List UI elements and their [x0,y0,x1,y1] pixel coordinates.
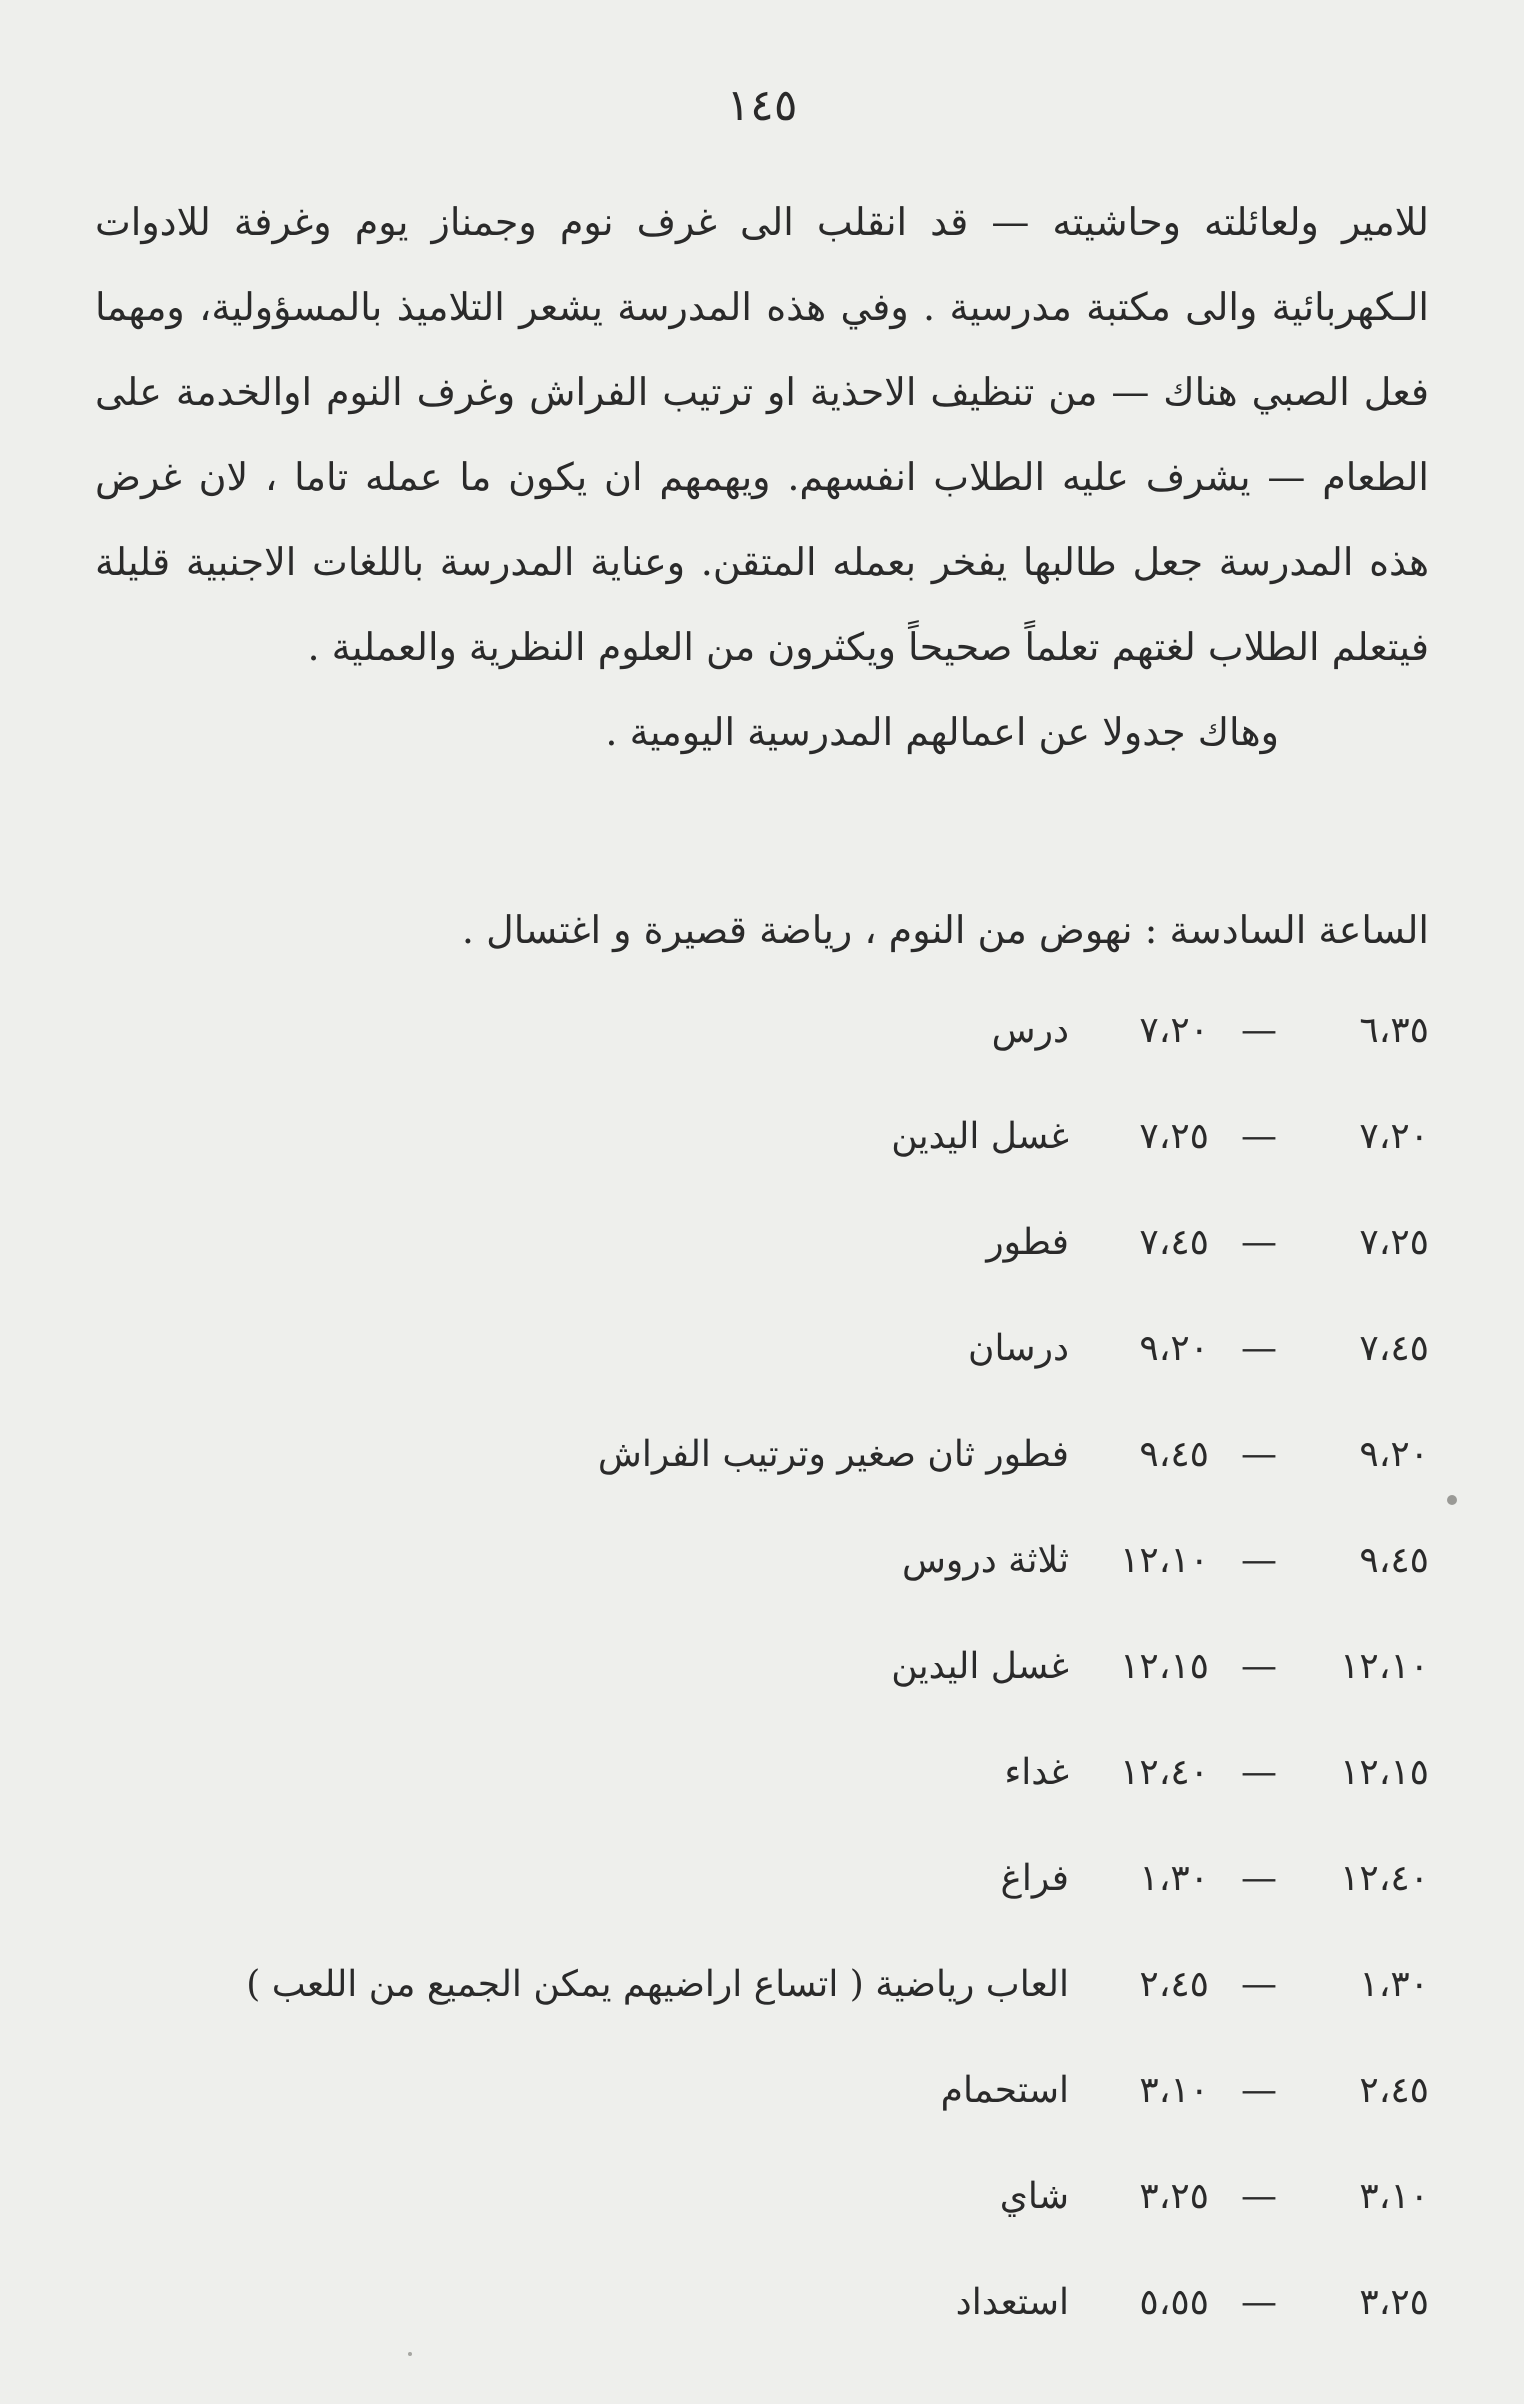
start-time: ٣،١٠ [1359,2176,1429,2217]
end-time: ٧،٢٠ [1139,1010,1209,1051]
end-time: ٩،٢٠ [1139,1328,1209,1369]
start-time: ٩،٢٠ [1359,1434,1429,1475]
dash: — [1241,2176,1277,2217]
margin-mark [1447,1495,1457,1505]
end-time: ٧،٢٥ [1139,1116,1209,1157]
body-text [95,180,1429,775]
dash: — [1241,1010,1277,1051]
end-time: ١،٣٠ [1139,1858,1209,1899]
end-time: ١٢،١٠ [1120,1540,1209,1581]
schedule-row [95,1328,1429,1434]
activity: غسل اليدين [891,1646,1069,1687]
schedule-row [95,1646,1429,1752]
end-time: ٣،٢٥ [1139,2176,1209,2217]
start-time: ١٢،١٠ [1340,1646,1429,1687]
start-time: ٧،٤٥ [1359,1328,1429,1369]
wake-up-line: الساعة السادسة : نهوض من النوم ، رياضة قصيرة و اغتسال . [461,908,1429,952]
start-time: ٢،٤٥ [1359,2070,1429,2111]
schedule-row [95,2070,1429,2176]
schedule-row [95,2282,1429,2388]
end-time: ١٢،١٥ [1120,1646,1209,1687]
activity: فطور [986,1222,1069,1263]
dash: — [1241,1646,1277,1687]
dash: — [1241,1328,1277,1369]
end-time: ٥،٥٥ [1139,2282,1209,2323]
dash: — [1241,2282,1277,2323]
activity: العاب رياضية ( اتساع اراضيهم يمكن الجميع من اللعب ) [246,1964,1069,2005]
dash: — [1241,2070,1277,2111]
paragraph: للامير ولعائلته وحاشيته — قد انقلب الى غرف نوم وجمناز يوم وغرفة للادوات الـكهربائية والى مكتبة مدرسية . وفي هذه المدرسة يشعر التلاميذ بالمسؤولية، ومهما فعل الصبي هناك — من تنظيف الاحذية او ترتيب الفراش وغرف النوم اوالخدمة على الطعام — يشرف عليه الطلاب انفسهم. ويهمهم ان يكون ما عمله تاما ، لان غرض هذه المدرسة جعل طالبها يفخر بعمله المتقن. وعناية المدرسة باللغات الاجنبية قليلة فيتعلم الطلاب لغتهم تعلماً صحيحاً ويكثرون من العلوم النظرية والعملية . [95,200,1429,669]
schedule-row [95,1434,1429,1540]
schedule-row [95,2176,1429,2282]
start-time: ١٢،١٥ [1340,1752,1429,1793]
end-time: ٩،٤٥ [1139,1434,1209,1475]
schedule-row [95,1010,1429,1116]
paper-speck [408,2352,412,2356]
end-time: ١٢،٤٠ [1120,1752,1209,1793]
dash: — [1241,1116,1277,1157]
page-number: ١٤٥ [726,80,798,131]
start-time: ١،٣٠ [1359,1964,1429,2005]
daily-schedule [95,1010,1429,2388]
end-time: ٣،١٠ [1139,2070,1209,2111]
activity: استحمام [940,2070,1069,2111]
schedule-row [95,1540,1429,1646]
start-time: ٧،٢٠ [1359,1116,1429,1157]
start-time: ٩،٤٥ [1359,1540,1429,1581]
end-time: ٢،٤٥ [1139,1964,1209,2005]
activity: شاي [999,2176,1069,2217]
schedule-row [95,1752,1429,1858]
activity: غداء [1004,1752,1069,1793]
end-time: ٧،٤٥ [1139,1222,1209,1263]
schedule-row [95,1222,1429,1328]
activity: فطور ثان صغير وترتيب الفراش [597,1434,1069,1475]
activity: استعداد [955,2282,1069,2323]
dash: — [1241,1540,1277,1581]
dash: — [1241,1222,1277,1263]
activity: غسل اليدين [891,1116,1069,1157]
dash: — [1241,1434,1277,1475]
paragraph-schedule-intro: وهاك جدولا عن اعمالهم المدرسية اليومية . [605,710,1279,754]
activity: درسان [968,1328,1069,1369]
dash: — [1241,1964,1277,2005]
schedule-row [95,1964,1429,2070]
start-time: ٣،٢٥ [1359,2282,1429,2323]
activity: فراغ [1000,1858,1069,1899]
dash: — [1241,1752,1277,1793]
start-time: ١٢،٤٠ [1340,1858,1429,1899]
start-time: ٦،٣٥ [1359,1010,1429,1051]
start-time: ٧،٢٥ [1359,1222,1429,1263]
activity: ثلاثة دروس [901,1540,1069,1581]
activity: درس [991,1010,1069,1051]
dash: — [1241,1858,1277,1899]
schedule-row [95,1858,1429,1964]
schedule-row [95,1116,1429,1222]
